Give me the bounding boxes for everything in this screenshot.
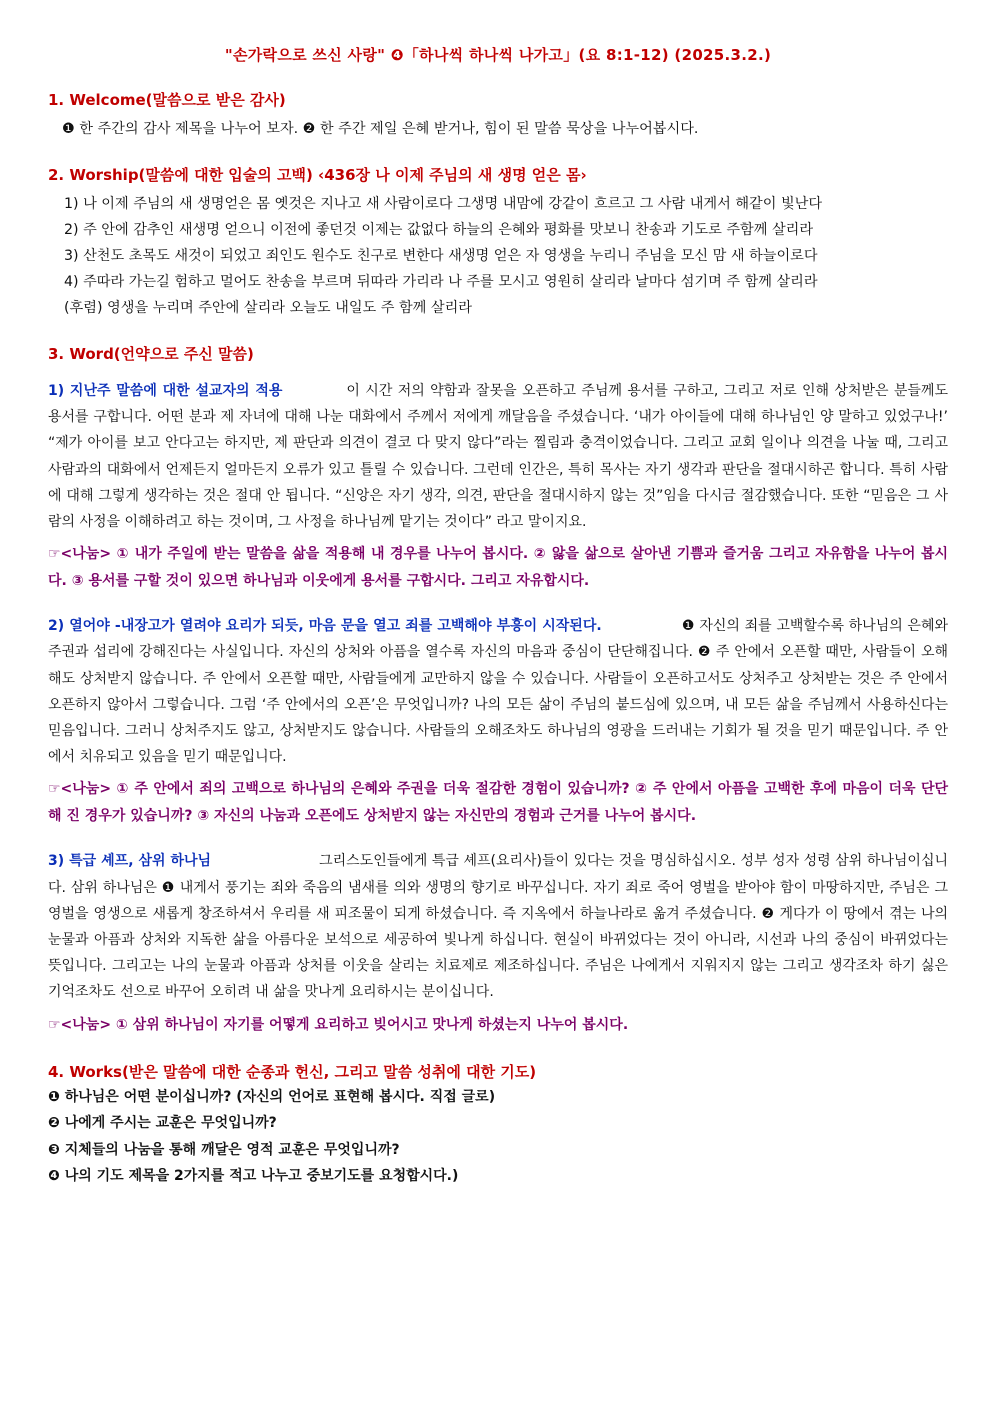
sub1-title: 1) 지난주 말씀에 대한 설교자의 적용 [48, 383, 283, 399]
word-sub-1 [48, 378, 948, 595]
welcome-text: ❶ 한 주간의 감사 제목을 나누어 보자. ❷ 한 주간 제일 은혜 받거나, 힘이 된 말씀 묵상을 나누어봅시다. [62, 121, 699, 137]
word-section [48, 343, 948, 1039]
hymn-verse-2: 2) 주 안에 감추인 새생명 얻으니 이전에 좋던것 이제는 값없다 하늘의 은혜와 평화를 맛보니 찬송과 기도로 주함께 살리라 [64, 222, 814, 238]
hymn-verse-1: 1) 나 이제 주님의 새 생명얻은 몸 옛것은 지나고 새 사람이로다 그생명 내맘에 강같이 흐르고 그 사람 내게서 해같이 빛난다 [64, 196, 823, 212]
welcome-heading: 1. Welcome(말씀으로 받은 감사) [48, 91, 286, 109]
sub3-body: 그리스도인들에게 특급 셰프(요리사)들이 있다는 것을 명심하십시오. 성부 성자 성령 삼위 하나님이십니다. 삼위 하나님은 ❶ 내게서 풍기는 죄와 죽음의 냄새를 의와 생명의 향기로 바꾸십니다. 자기 죄로 죽어 영벌을 받아야 함이 마땅하지만, 주님은 그 영벌을 영생으로 새롭게 창조하셔서 우리를 새 피조물이 되게 하셨습니다. 즉 지옥에서 하늘나라로 옮겨 주셨습니다. ❷ 게다가 이 땅에서 겪는 나의 눈물과 아픔과 상처와 지독한 삶을 아름다운 보석으로 세공하여 빛나게 하십니다. 현실이 바뀌었다는 것이 아니라, 시선과 나의 중심이 바뀌었다는 뜻입니다. 그리고는 나의 눈물과 아픔과 상처를 이웃을 살리는 치료제로 제조하십니다. 주님은 나에게서 지워지지 않는 그리고 생각조차 하기 싫은 기억조차도 선으로 바꾸어 오히려 내 삶을 맛나게 요리하시는 분이십니다. [48, 853, 949, 1001]
works-item-1: ❶ 하나님은 어떤 분이십니까? (자신의 언어로 표현해 봅시다. 직접 글로) [48, 1088, 496, 1105]
sub1-paragraph [48, 378, 948, 535]
sub3-paragraph [48, 848, 948, 1005]
works-item-3: ❸ 지체들의 나눔을 통해 깨달은 영적 교훈은 무엇입니까? [48, 1141, 400, 1158]
sub2-title: 2) 열어야 -내장고가 열려야 요리가 되듯, 마음 문을 열고 죄를 고백해야 부흥이 시작된다. [48, 618, 602, 635]
works-heading: 4. Works(받은 말씀에 대한 순종과 헌신, 그리고 말씀 성취에 대한 기도) [48, 1062, 537, 1081]
works-section [48, 1061, 948, 1190]
hymn-chorus: (후렴) 영생을 누리며 주안에 살리라 오늘도 내일도 주 함께 살리라 [64, 300, 472, 316]
sub2-paragraph [48, 613, 948, 770]
sub2-share: ☞<나눔> ① 주 안에서 죄의 고백으로 하나님의 은혜와 주권을 더욱 절감한 경험이 있습니까? ② 주 안에서 아픔을 고백한 후에 마음이 더욱 단단해 진 경우가 있습니까? ③ 자신의 나눔과 오픈에도 상처받지 않는 자신만의 경험과 근거를 나누어 봅시다. [48, 781, 948, 825]
welcome-section [48, 89, 948, 142]
page-title: "손가락으로 쓰신 사랑" ❹「하나씩 하나씩 나가고」(요 8:1-12) (2025.3.2.) [224, 46, 772, 64]
worksheet-page [48, 44, 948, 1212]
worship-section [48, 164, 948, 321]
works-item-2: ❷ 나에게 주시는 교훈은 무엇입니까? [48, 1115, 277, 1132]
works-item-4: ❹ 나의 기도 제목을 2가지를 적고 나누고 중보기도를 요청합시다.) [48, 1168, 459, 1185]
hymn-verse-4: 4) 주따라 가는길 험하고 멀어도 찬송을 부르며 뒤따라 가리라 나 주를 모시고 영원히 살리라 날마다 섬기며 주 함께 살리라 [64, 274, 818, 290]
hymn-verse-3: 3) 산천도 초목도 새것이 되었고 죄인도 원수도 친구로 변한다 새생명 얻은 자 영생을 누리니 주님을 모신 맘 새 하늘이로다 [64, 248, 818, 264]
word-heading: 3. Word(언약으로 주신 말씀) [48, 345, 254, 363]
sub1-share: ☞<나눔> ① 내가 주일에 받는 말씀을 삶을 적용해 내 경우를 나누어 봅시다. ② 앓을 삶으로 살아낸 기쁨과 즐거움 그리고 자유함을 나누어 봅시다. ③ 용서를 구할 것이 있으면 하나님과 이웃에게 용서를 구합시다. 그리고 자유합시다. [48, 546, 948, 590]
sub1-body: 이 시간 저의 약함과 잘못을 오픈하고 주님께 용서를 구하고, 그리고 저로 인해 상처받은 분들께도 용서를 구합니다. 어떤 분과 제 자녀에 대해 나눈 대화에서 주께서 저에게 깨달음을 주셨습니다. ‘내가 아이들에 대해 하나님인 양 말하고 있었구나!’ “제가 아이를 보고 안다고는 하지만, 제 판단과 의견이 결코 다 맞지 않다”라는 찔림과 충격이었습니다. 그리고 교회 일이나 의견을 나눌 때, 그리고 사람과의 대화에서 언제든지 얼마든지 오류가 있고 틀릴 수 있습니다. 그런데 인간은, 특히 목사는 자기 생각과 판단을 절대시하곤 합니다. 특히 사람에 대해 그렇게 생각하는 것은 절대 안 됩니다. “신앙은 자기 생각, 의견, 판단을 절대시하지 않는 것”임을 다시금 절감했습니다. 또한 “믿음은 그 사람의 사정을 이해하려고 하는 것이며, 그 사정을 하나님께 맡기는 것이다” 라고 말이지요. [48, 383, 948, 531]
worship-heading: 2. Worship(말씀에 대한 입술의 고백) ‹436장 나 이제 주님의 새 생명 얻은 몸› [48, 166, 587, 184]
word-sub-3 [48, 848, 948, 1038]
sub2-body: ❶ 자신의 죄를 고백할수록 하나님의 은혜와 주권과 섭리에 강해진다는 사실입니다. 자신의 상처와 아픔을 열수록 자신의 마음과 중심이 단단해집니다. ❷ 주 안에서 오픈할 때만, 사람들이 오해해도 상처받지 않습니다. 주 안에서 오픈할 때만, 사람들에게 교만하지 않을 수 있습니다. 사람들이 오픈하고서도 상처주고 상처받는 것은 주 안에서 오픈하지 않아서 그렇습니다. 그럼 ‘주 안에서의 오픈’은 무엇입니까? 나의 모든 삶이 주님의 붙드심에 있으며, 내 모든 삶을 주님께서 사용하신다는 믿음입니다. 그러니 상처주지도 않고, 상처받지도 않습니다. 사람들의 오해조차도 하나님의 영광을 드러내는 기회가 될 것을 믿기 때문입니다. 주 안에서 치유되고 있음을 믿기 때문입니다. [48, 618, 948, 766]
sub3-title: 3) 특급 셰프, 삼위 하나님 [48, 853, 212, 870]
sub3-share: ☞<나눔> ① 삼위 하나님이 자기를 어떻게 요리하고 빚어시고 맛나게 하셨는지 나누어 봅시다. [48, 1016, 629, 1033]
word-sub-2 [48, 613, 948, 830]
